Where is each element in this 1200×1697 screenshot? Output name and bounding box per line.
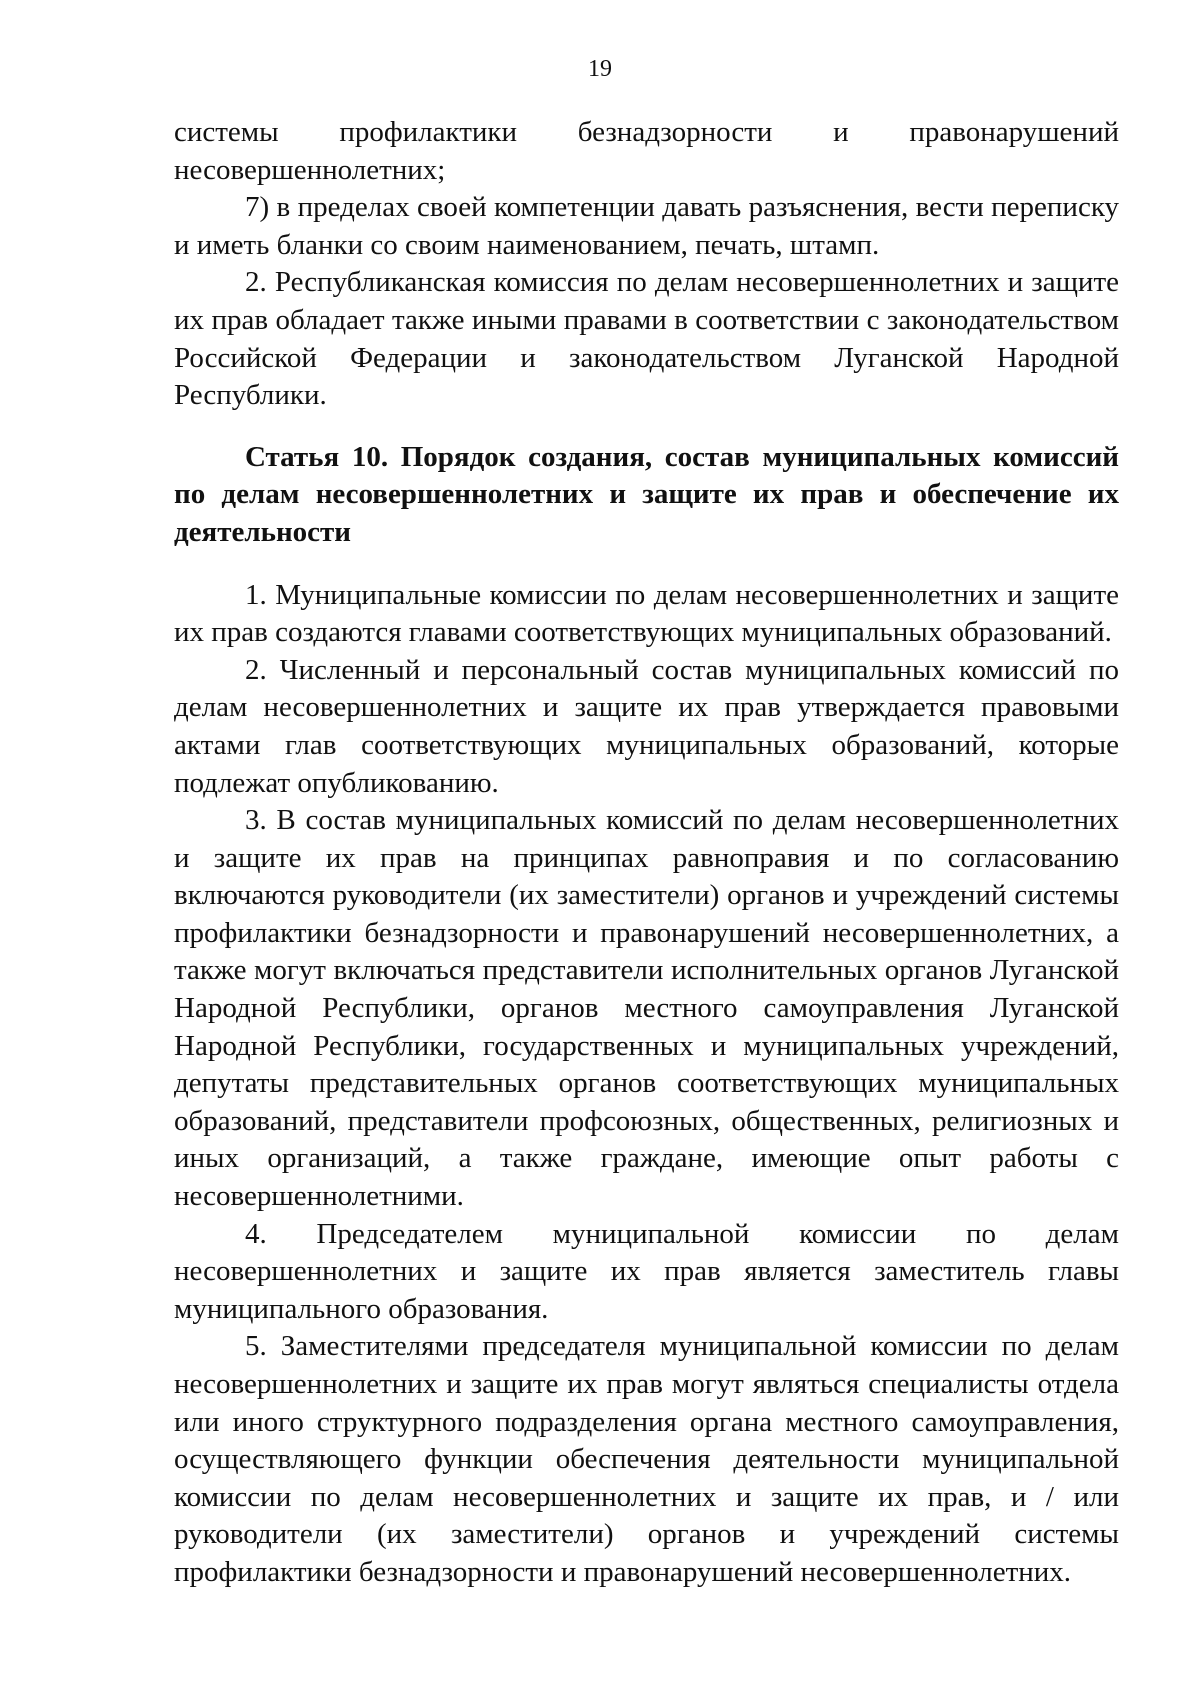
article-10-paragraph-5: 5. Заместителями председателя муниципальной комиссии по делам несовершеннолетних и защите их прав могут являться специалисты отдела или иного структурного подразделения органа местного самоуправления, осуществляющего функции обеспечения деятельности муниципальной комиссии по делам несовершеннолетних и защите их прав, и / или руководители (их заместители) органов и учреждений системы профилактики безнадзорности и правонарушений несовершеннолетних.	[174, 1330, 1119, 1588]
article-10-paragraph-2: 2. Численный и персональный состав муниципальных комиссий по делам несовершеннолетних и защите их прав утверждается правовыми актами глав соответствующих муниципальных образований, которые подлежат опубликованию.	[174, 653, 1119, 799]
continuation-end: несовершеннолетних;	[174, 153, 446, 186]
article-10-heading: Статья 10. Порядок создания, состав муниципальных комиссий по делам несовершеннолетних и защите их прав и обеспечение их деятельности	[174, 440, 1119, 548]
article-10-paragraph-1: 1. Муниципальные комиссии по делам несовершеннолетних и защите их прав создаются главами соответствующих муниципальных образований.	[174, 578, 1119, 649]
article-10-paragraph-4: 4. Председателем муниципальной комиссии по делам несовершеннолетних и защите их прав является заместитель главы муниципального образования.	[174, 1217, 1119, 1325]
clause-7: 7) в пределах своей компетенции давать разъяснения, вести переписку и иметь бланки со своим наименованием, печать, штамп.	[174, 191, 1119, 261]
paragraph-2-rights: 2. Республиканская комиссия по делам несовершеннолетних и защите их прав обладает также иными правами в соответствии с законодательством Российской Федерации и законодательством Луганской Народной Республики.	[174, 266, 1119, 412]
document-body	[174, 114, 1119, 1592]
continuation-first-line: системы профилактики безнадзорности и правонарушений	[174, 116, 1119, 148]
article-10-paragraph-3: 3. В состав муниципальных комиссий по делам несовершеннолетних и защите их прав на принципах равноправия и по согласованию включаются руководители (их заместители) органов и учреждений системы профилактики безнадзорности и правонарушений несовершеннолетних, а также могут включаться представители исполнительных органов Луганской Народной Республики, органов местного самоуправления Луганской Народной Республики, государственных и муниципальных учреждений, депутаты представительных органов соответствующих муниципальных образований, представители профсоюзных, общественных, религиозных и иных организаций, а также граждане, имеющие опыт работы с несовершеннолетними.	[174, 804, 1119, 1213]
page-number: 19	[588, 56, 612, 82]
